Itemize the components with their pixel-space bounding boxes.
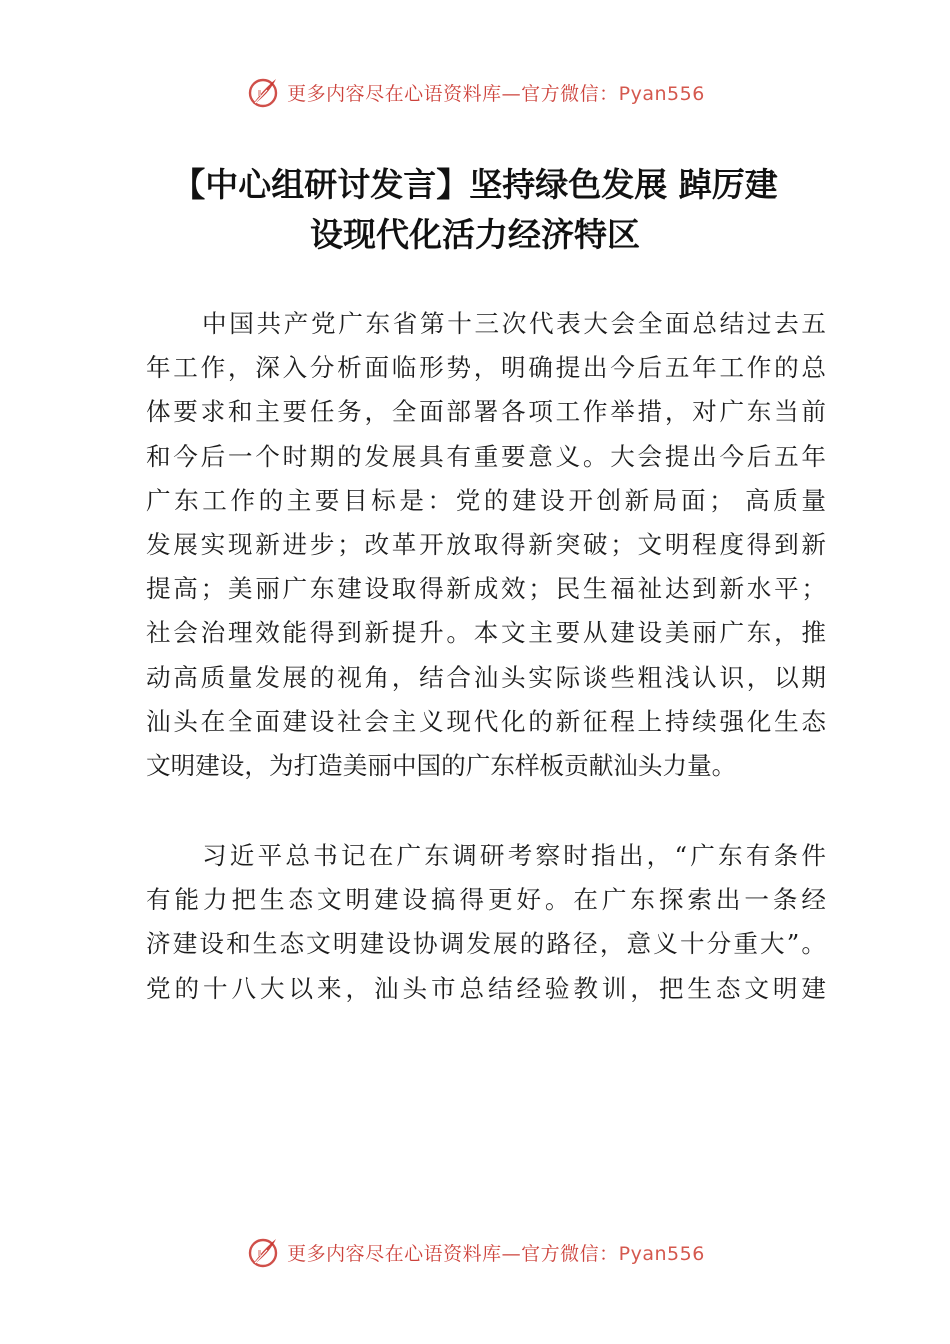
paragraph-1-line: 年工作，深入分析面临形势，明确提出今后五年工作的总 [146, 353, 826, 383]
footer-wechat-id: Pyan556 [618, 1242, 705, 1265]
paragraph-1-line: 发展实现新进步；改革开放取得新突破；文明程度得到新 [146, 529, 826, 559]
title-line-2: 设现代化活力经济特区 [310, 215, 640, 254]
header-banner-label: 更多内容尽在心语资料库—官方微信： [287, 82, 619, 105]
paragraph-1-line: 动高质量发展的视角，结合汕头实际谈些粗浅认识，以期 [146, 662, 826, 692]
header-banner [0, 72, 950, 112]
footer-banner-text [287, 1239, 705, 1266]
header-banner-text [287, 79, 705, 106]
paragraph-2-line: 有能力把生态文明建设搞得更好。在广东探索出一条经 [146, 885, 826, 915]
paragraph-1-line: 汕头在全面建设社会主义现代化的新征程上持续强化生态 [146, 706, 826, 736]
quill-pen-logo-icon [245, 1234, 281, 1270]
paragraph-1-line: 和今后一个时期的发展具有重要意义。大会提出今后五年 [146, 441, 826, 471]
paragraph-2-line: 习近平总书记在广东调研考察时指出，“广东有条件 [202, 841, 826, 870]
header-wechat-id: Pyan556 [618, 82, 705, 105]
paragraph-1-line: 中国共产党广东省第十三次代表大会全面总结过去五 [202, 309, 826, 338]
paragraph-2-line: 党的十八大以来，汕头市总结经验教训，把生态文明建 [146, 973, 826, 1003]
footer-banner-label: 更多内容尽在心语资料库—官方微信： [287, 1242, 619, 1265]
document-title [100, 160, 850, 260]
footer-banner [0, 1232, 950, 1272]
paragraph-2 [146, 834, 826, 1011]
paragraph-1-line: 广东工作的主要目标是：党的建设开创新局面； 高质量 [146, 485, 826, 515]
paragraph-1-line: 体要求和主要任务，全面部署各项工作举措，对广东当前 [146, 397, 826, 427]
quill-pen-logo-icon [245, 74, 281, 110]
paragraph-1-line: 提高；美丽广东建设取得新成效；民生福祉达到新水平； [146, 574, 826, 604]
paragraph-1 [146, 302, 826, 788]
title-line-1: 【中心组研讨发言】坚持绿色发展 踔厉建 [172, 165, 778, 204]
paragraph-2-line: 济建设和生态文明建设协调发展的路径，意义十分重大”。 [146, 929, 826, 959]
paragraph-1-line: 文明建设，为打造美丽中国的广东样板贡献汕头力量。 [146, 750, 737, 780]
paragraph-1-line: 社会治理效能得到新提升。本文主要从建设美丽广东，推 [146, 618, 826, 648]
